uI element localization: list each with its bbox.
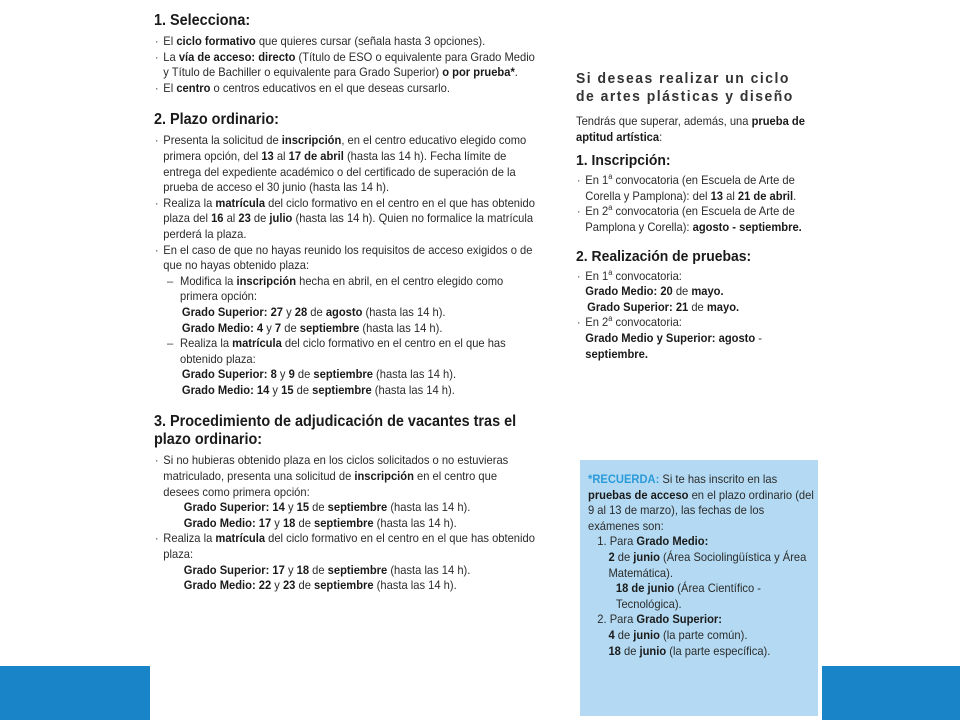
date-line: Grado Superior: 14 y 15 de septiembre (hasta las 14 h). (183, 500, 471, 515)
bullet-item: · Si no hubieras obtenido plaza en los ciclos solicitados o no estuvieras matriculado, presenta una solicitud de inscripción en el centro que desees como primera opción: (154, 453, 535, 500)
date-line: Grado Superior: 21 de mayo. (587, 299, 740, 314)
section-title: 3. Procedimiento de adjudicación de vacantes tras el plazo ordinario: (154, 413, 517, 449)
bullet-item: · En 2$^a$ convocatoria (en Escuela de Arte de Pamplona y Corella): agosto - septiembre. (576, 204, 807, 235)
bullet-item: · En el caso de que no hayas reunido los requisitos de acceso exigidos o de que no hayas obtenido plaza: (154, 243, 535, 274)
right-column (576, 70, 807, 374)
date-line: 18 de junio (Área Científico - Tecnológica). (615, 581, 762, 611)
section-title: 1. Selecciona: (154, 12, 251, 29)
recuerda-intro: *RECUERDA: Si te has inscrito en las pruebas de acceso en el plazo ordinario (del 9 al 13 de marzo), las fechas de los exámenes son: (588, 472, 814, 533)
recuerda-label: *RECUERDA: (588, 472, 660, 486)
date-line: Grado Medio: 22 y 23 de septiembre (hasta las 14 h). (183, 578, 457, 593)
date-line: 2 de junio (Área Sociolingüística y Área Matemática). (608, 549, 807, 580)
recuerda-content (588, 472, 815, 659)
date-line: Grado Medio: 14 y 15 de septiembre (hasta las 14 h). (181, 382, 455, 397)
date-line: Grado Medio: 4 y 7 de septiembre (hasta las 14 h). (181, 320, 443, 335)
bullet-item: · Realiza la matrícula del ciclo formativo en el centro en el que has obtenido plaza: (154, 531, 535, 562)
section-selecciona (154, 12, 535, 96)
date-line: Grado Medio: 20 de mayo. (585, 284, 724, 299)
section-plazo-ordinario (154, 111, 535, 398)
section-adjudicacion-vacantes (154, 413, 535, 593)
bullet-item: · El ciclo formativo que quieres cursar (señala hasta 3 opciones). (154, 34, 535, 50)
bullet-item: · La vía de acceso: directo (Título de ESO o equivalente para Grado Medio y Título de Bachiller o equivalente para Grado Superior) o por prueba*. (154, 50, 535, 81)
section-title: 2. Realización de pruebas: (576, 247, 752, 265)
recuerda-box (580, 460, 818, 716)
recuerda-item: 1. Para Grado Medio: (597, 534, 709, 549)
date-line: Grado Superior: 17 y 18 de septiembre (hasta las 14 h). (183, 562, 471, 577)
recuerda-item: 2. Para Grado Superior: (597, 612, 722, 627)
bullet-item: · El centro o centros educativos en el que deseas cursarlo. (154, 81, 535, 97)
artes-plasticas-heading: Si deseas realizar un ciclo de artes plásticas y diseño (576, 70, 794, 105)
bullet-item: · En 1$^a$ convocatoria: (576, 269, 807, 285)
bullet-item: · Presenta la solicitud de inscripción, en el centro educativo elegido como primera opción, del 13 al 17 de abril (hasta las 14 h). Fecha límite de entrega del expediente académico o del certificado de superación de la prueba de acceso el 30 junio (hasta las 14 h). (154, 133, 535, 195)
date-line: 18 de junio (la parte específica). (608, 643, 771, 658)
section-inscripcion (576, 152, 807, 235)
date-line: Grado Superior: 8 y 9 de septiembre (hasta las 14 h). (181, 367, 457, 382)
bullet-item: · En 2$^a$ convocatoria: (576, 315, 807, 331)
date-line: Grado Medio: 17 y 18 de septiembre (hasta las 14 h). (183, 515, 457, 530)
sub-item: – Modifica la inscripción hecha en abril, en el centro elegido como primera opción: (154, 274, 535, 305)
bullet-item: · Realiza la matrícula del ciclo formativo en el centro en el que has obtenido plaza del 16 al 23 de julio (hasta las 14 h). Quien no formalice la matrícula perderá la plaza. (154, 196, 535, 243)
section-realizacion-pruebas (576, 248, 807, 363)
section-title: 2. Plazo ordinario: (154, 111, 279, 129)
document-page (150, 0, 822, 720)
bullet-item: · En 1$^a$ convocatoria (en Escuela de Arte de Corella y Pamplona): del 13 al 21 de abril. (576, 173, 807, 204)
artes-intro: Tendrás que superar, además, una prueba de aptitud artística: (576, 114, 805, 144)
sub-item: – Realiza la matrícula del ciclo formativo en el centro en el que has obtenido plaza: (154, 336, 535, 367)
left-column (154, 12, 535, 609)
date-line: Grado Superior: 27 y 28 de agosto (hasta las 14 h). (181, 304, 446, 319)
date-line: Grado Medio y Superior: agosto - septiembre. (585, 330, 763, 361)
date-line: 4 de junio (la parte común). (608, 627, 748, 642)
section-title: 1. Inscripción: (576, 152, 671, 170)
